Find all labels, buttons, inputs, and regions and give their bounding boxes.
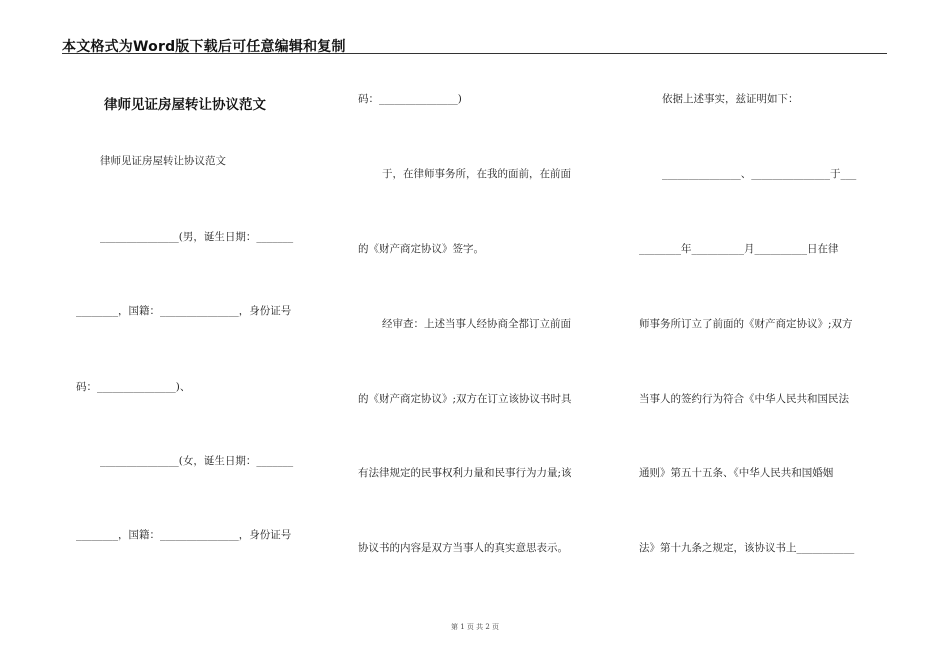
col3-line: ________年__________月__________日在律 — [639, 243, 839, 255]
col1-line: 律师见证房屋转让协议范文 — [100, 155, 226, 167]
header-rule — [62, 53, 887, 54]
col3-line: 依据上述事实，兹证明如下： — [662, 93, 799, 105]
col3-line: 法》第十九条之规定，该协议书上___________ — [639, 542, 855, 554]
document-header-banner: 本文格式为Word版下载后可任意编辑和复制 — [62, 39, 346, 55]
col3-line: _______________、_______________于___ — [662, 168, 857, 180]
col2-line: 的《财产商定协议》签字。 — [358, 243, 484, 255]
col2-line: 经审查：上述当事人经协商全都订立前面 — [382, 318, 571, 330]
col2-line: 有法律规定的民事权利力量和民事行为力量;该 — [358, 467, 572, 479]
col1-line: _______________(女，诞生日期：_______ — [100, 455, 294, 467]
col1-line: ________，国籍：_______________，身份证号 — [76, 305, 292, 317]
col3-line: 当事人的签约行为符合《中华人民共和国民法 — [639, 393, 849, 405]
col2-line: 协议书的内容是双方当事人的真实意思表示。 — [358, 542, 568, 554]
col3-line: 通则》第五十五条、《中华人民共和国婚姻 — [639, 467, 834, 479]
page-footer: 第 1 页 共 2 页 — [450, 623, 500, 631]
col1-line: ________，国籍：_______________，身份证号 — [76, 529, 292, 541]
col1-line: _______________(男，诞生日期：_______ — [100, 231, 294, 243]
col2-line: 的《财产商定协议》;双方在订立该协议书时具 — [358, 393, 572, 405]
col2-line: 于，在律师事务所，在我的面前，在前面 — [382, 168, 571, 180]
col3-line: 师事务所订立了前面的《财产商定协议》;双方 — [639, 318, 853, 330]
col2-line: 码：_______________) — [358, 93, 462, 105]
document-title: 律师见证房屋转让协议范文 — [104, 97, 266, 113]
col1-line: 码：_______________)、 — [76, 381, 191, 393]
